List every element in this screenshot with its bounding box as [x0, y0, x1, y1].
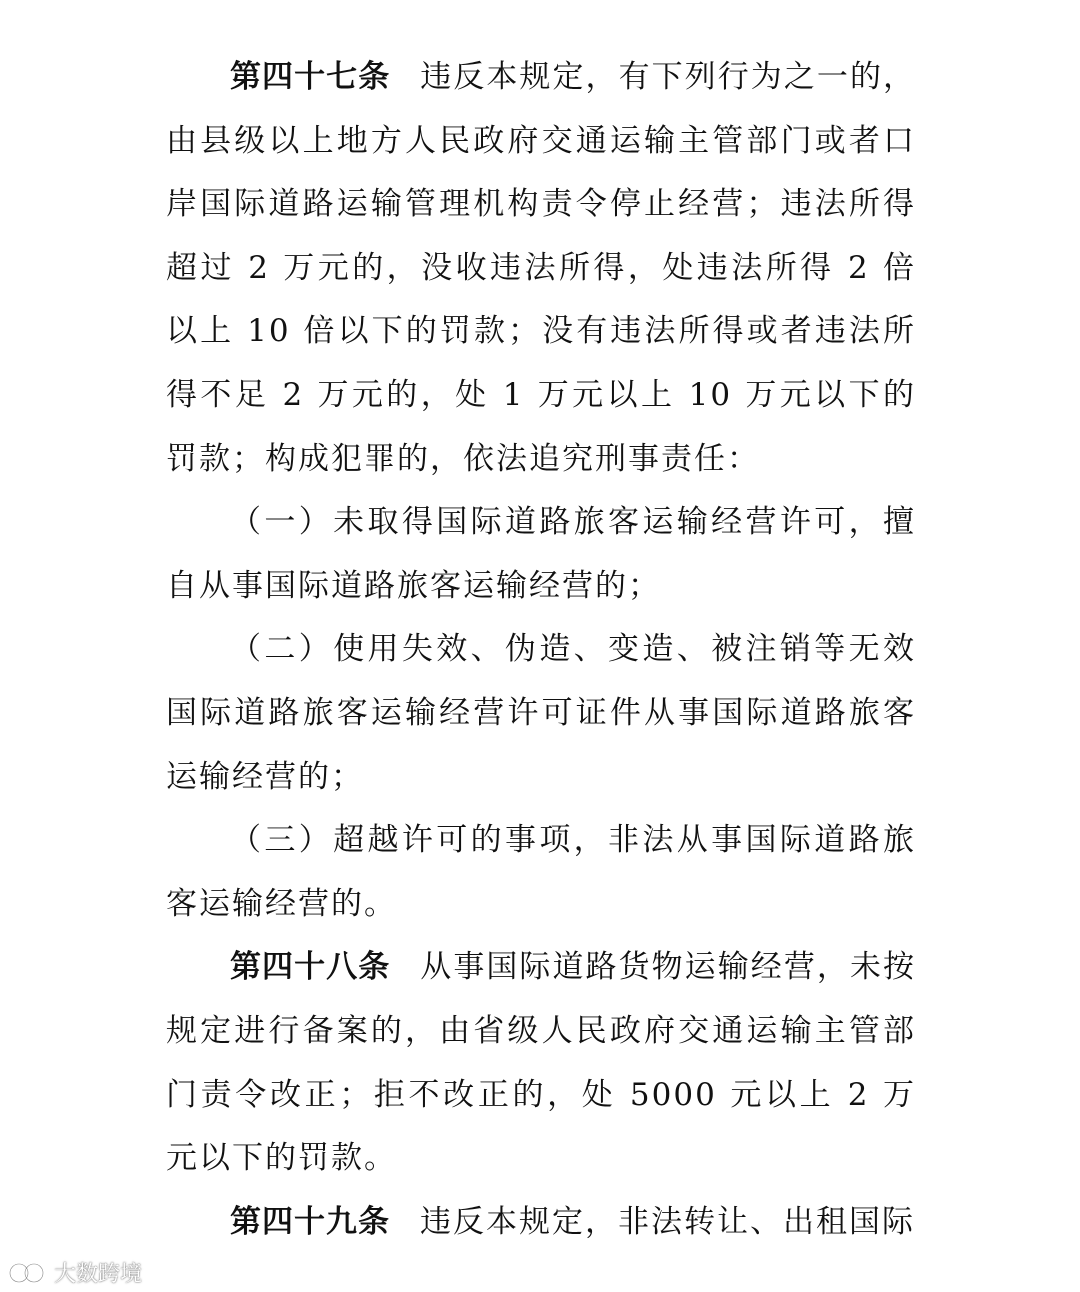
- logo-icon: [8, 1260, 48, 1286]
- article-49: [166, 1191, 916, 1255]
- watermark-text: 大数跨境: [54, 1262, 143, 1287]
- article-47-text: 违反本规定，有下列行为之一的，由县级以上地方人民政府交通运输主管部门或者口岸国际道路运输管理机构责令停止经营；违法所得超过 2 万元的，没收违法所得，处违法所得 2 倍以上 10 倍以下的罚款；没有违法所得或者违法所得不足 2 万元的，处 1 万元以上 10 万元以下的罚款；构成犯罪的，依法追究刑事责任：: [166, 59, 917, 477]
- article-47-item-3: （三）超越许可的事项，非法从事国际道路旅客运输经营的。: [166, 822, 916, 922]
- article-47-item-2: （二）使用失效、伪造、变造、被注销等无效国际道路旅客运输经营许可证件从事国际道路旅客运输经营的；: [166, 631, 916, 795]
- article-48: [166, 936, 916, 1190]
- article-48-number: 第四十八条: [230, 949, 391, 986]
- document-body: [166, 46, 916, 1254]
- article-49-text: 违反本规定，非法转让、出租国际: [420, 1203, 915, 1240]
- article-47-item-1: （一）未取得国际道路旅客运输经营许可，擅自从事国际道路旅客运输经营的；: [166, 504, 916, 604]
- article-47-number: 第四十七条: [230, 59, 391, 95]
- watermark: [8, 1257, 142, 1288]
- article-48-text: 从事国际道路货物运输经营，未按规定进行备案的，由省级人民政府交通运输主管部门责令改正；拒不改正的，处 5000 元以上 2 万元以下的罚款。: [166, 949, 917, 1177]
- article-49-number: 第四十九条: [230, 1203, 390, 1240]
- article-47: [166, 46, 916, 491]
